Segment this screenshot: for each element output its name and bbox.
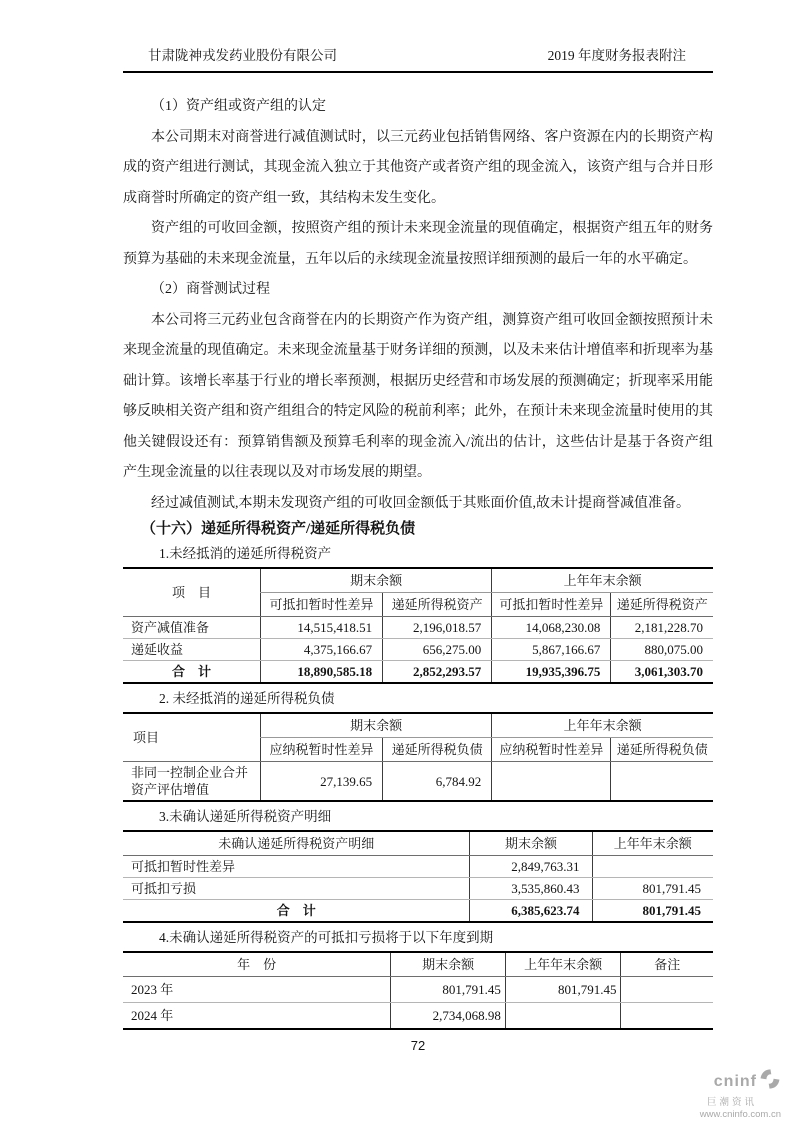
cell-value: 19,935,396.75 bbox=[492, 661, 611, 684]
column-header-period-end: 期末余额 bbox=[470, 831, 592, 856]
cell-item: 资产减值准备 bbox=[123, 617, 260, 639]
cell-value: 2,734,068.98 bbox=[391, 1003, 505, 1030]
column-header-item: 项目 bbox=[123, 713, 260, 762]
body-text bbox=[123, 92, 713, 519]
cell-value: 14,515,418.51 bbox=[260, 617, 382, 639]
table-row bbox=[123, 1003, 713, 1030]
cell-value: 6,385,623.74 bbox=[470, 900, 592, 923]
cell-value bbox=[505, 1003, 621, 1030]
cell-value: 801,791.45 bbox=[391, 977, 505, 1003]
paragraph-asset-group-heading: （1）资产组或资产组的认定 bbox=[151, 99, 326, 114]
paragraph-goodwill-test: 本公司将三元药业包含商誉在内的长期资产作为资产组，测算资产组可收回金额按照预计未来现金流量的现值确定。未来现金流量基于财务详细的预测，以及未来估计增值率和折现率为基础计算。该增长率基于行业的增长率预测，根据历史经营和市场发展的预测确定；折现率采用能够反映相关资产组和资产组组合的特定风险的税前利率；此外，在预计未来现金流量时使用的其他关键假设还有：预算销售额及预算毛利率的现金流入/流出的估计，这些估计是基于各资产组产生现金流量的以往表现以及对市场发展的期望。 bbox=[123, 312, 713, 480]
cell-value: 27,139.65 bbox=[260, 762, 382, 802]
cninfo-logo bbox=[700, 1068, 781, 1120]
column-header-taxable-diff: 应纳税暂时性差异 bbox=[260, 738, 382, 762]
cell-value: 6,784.92 bbox=[383, 762, 492, 802]
cell-value: 2,852,293.57 bbox=[383, 661, 492, 684]
cell-remark bbox=[621, 1003, 713, 1030]
column-header-prior-year-end: 上年年末余额 bbox=[505, 952, 621, 977]
table-row bbox=[123, 977, 713, 1003]
cell-item: 2024 年 bbox=[131, 1008, 174, 1023]
cell-value: 801,791.45 bbox=[592, 878, 713, 900]
deferred-tax-assets-table bbox=[123, 567, 713, 684]
cell-value: 880,075.00 bbox=[611, 639, 713, 661]
cell-value: 801,791.45 bbox=[505, 977, 621, 1003]
table-row bbox=[123, 568, 713, 593]
table-row bbox=[123, 878, 713, 900]
table-row bbox=[123, 762, 713, 802]
cell-value bbox=[611, 762, 713, 802]
subsection-label-1: 1.未经抵消的递延所得税资产 bbox=[159, 546, 332, 561]
column-group-prior-year-end: 上年年末余额 bbox=[492, 713, 713, 738]
unrecognized-dta-table bbox=[123, 830, 713, 923]
column-header-dta: 递延所得税资产 bbox=[383, 593, 492, 617]
cell-item: 非同一控制企业合并资产评估增值 bbox=[131, 765, 249, 797]
column-header-dta-prior: 递延所得税资产 bbox=[611, 593, 713, 617]
column-header-period-end: 期末余额 bbox=[391, 952, 505, 977]
cninfo-url: www.cninfo.com.cn bbox=[699, 1109, 781, 1120]
cell-remark bbox=[621, 977, 713, 1003]
table-row bbox=[123, 856, 713, 878]
cell-value: 4,375,166.67 bbox=[260, 639, 382, 661]
cninfo-swirl-icon bbox=[759, 1068, 781, 1095]
column-header-dtl: 递延所得税负债 bbox=[383, 738, 492, 762]
cell-value: 2,196,018.57 bbox=[383, 617, 492, 639]
cell-value: 5,867,166.67 bbox=[492, 639, 611, 661]
cell-value: 3,535,860.43 bbox=[470, 878, 592, 900]
header-doc-title: 2019 年度财务报表附注 bbox=[547, 48, 686, 63]
table-row bbox=[123, 639, 713, 661]
table-total-row bbox=[123, 900, 713, 923]
cell-item: 2023 年 bbox=[123, 977, 391, 1003]
subsection-label-3: 3.未确认递延所得税资产明细 bbox=[159, 809, 332, 824]
table-row bbox=[123, 952, 713, 977]
column-header-dtl-prior: 递延所得税负债 bbox=[611, 738, 713, 762]
header-company-name: 甘肃陇神戎发药业股份有限公司 bbox=[148, 48, 337, 63]
page-header bbox=[123, 44, 713, 73]
deferred-tax-liabilities-table bbox=[123, 712, 713, 802]
subsection-label-4: 4.未确认递延所得税资产的可抵扣亏损将于以下年度到期 bbox=[159, 930, 494, 945]
paragraph-asset-group-1: 本公司期末对商誉进行减值测试时，以三元药业包括销售网络、客户资源在内的长期资产构成的资产组进行测试，其现金流入独立于其他资产或者资产组的现金流入，该资产组与合并日形成商誉时所确定的资产组一致，其结构未发生变化。 bbox=[123, 129, 713, 206]
page-number: 72 bbox=[410, 1038, 426, 1053]
cell-item: 递延收益 bbox=[123, 639, 260, 661]
column-header-remark: 备注 bbox=[621, 952, 713, 977]
cninfo-logo-row bbox=[714, 1068, 781, 1095]
cell-value: 2,181,228.70 bbox=[611, 617, 713, 639]
cell-value: 656,275.00 bbox=[383, 639, 492, 661]
column-header-prior-year-end: 上年年末余额 bbox=[592, 831, 713, 856]
cell-value: 14,068,230.08 bbox=[492, 617, 611, 639]
cell-value: 2,849,763.31 bbox=[470, 856, 592, 878]
cell-item: 可抵扣亏损 bbox=[123, 878, 470, 900]
cell-value: 18,890,585.18 bbox=[260, 661, 382, 684]
cninfo-chinese-name: 巨潮资讯 bbox=[706, 1097, 757, 1108]
section-heading: （十六）递延所得税资产/递延所得税负债 bbox=[141, 521, 416, 537]
cell-value bbox=[492, 762, 611, 802]
paragraph-impairment-conclusion: 经过减值测试,本期未发现资产组的可收回金额低于其账面价值,故未计提商誉减值准备。 bbox=[151, 495, 690, 511]
column-header-taxable-diff-prior: 应纳税暂时性差异 bbox=[492, 738, 611, 762]
subsection-label-2: 2. 未经抵消的递延所得税负债 bbox=[159, 691, 335, 706]
paragraph-goodwill-test-heading: （2）商誉测试过程 bbox=[151, 282, 270, 297]
column-header-year: 年 份 bbox=[123, 952, 391, 977]
cninfo-logo-text: cninf bbox=[713, 1072, 757, 1090]
column-group-period-end: 期末余额 bbox=[260, 713, 491, 738]
cell-value: 3,061,303.70 bbox=[611, 661, 713, 684]
column-header-deductible-diff: 可抵扣暂时性差异 bbox=[260, 593, 382, 617]
table-row bbox=[123, 831, 713, 856]
paragraph-asset-group-2: 资产组的可收回金额，按照资产组的预计未来现金流量的现值确定，根据资产组五年的财务预算为基础的未来现金流量，五年以后的永续现金流量按照详细预测的最后一年的水平确定。 bbox=[123, 221, 713, 267]
column-header-detail: 未确认递延所得税资产明细 bbox=[123, 831, 470, 856]
deductible-loss-expiry-table bbox=[123, 951, 713, 1030]
cell-total-label: 合 计 bbox=[171, 664, 211, 679]
column-group-period-end: 期末余额 bbox=[260, 568, 491, 593]
table-total-row bbox=[123, 661, 713, 684]
column-group-prior-year-end: 上年年末余额 bbox=[492, 568, 713, 593]
table-row bbox=[123, 713, 713, 738]
cell-total-label: 合 计 bbox=[276, 903, 316, 918]
table-row bbox=[123, 617, 713, 639]
column-header-item: 项 目 bbox=[123, 568, 260, 617]
cell-item: 可抵扣暂时性差异 bbox=[123, 856, 470, 878]
deferred-tax-section bbox=[123, 519, 713, 1030]
cell-value bbox=[592, 856, 713, 878]
column-header-deductible-diff-prior: 可抵扣暂时性差异 bbox=[492, 593, 611, 617]
cell-value: 801,791.45 bbox=[592, 900, 713, 923]
